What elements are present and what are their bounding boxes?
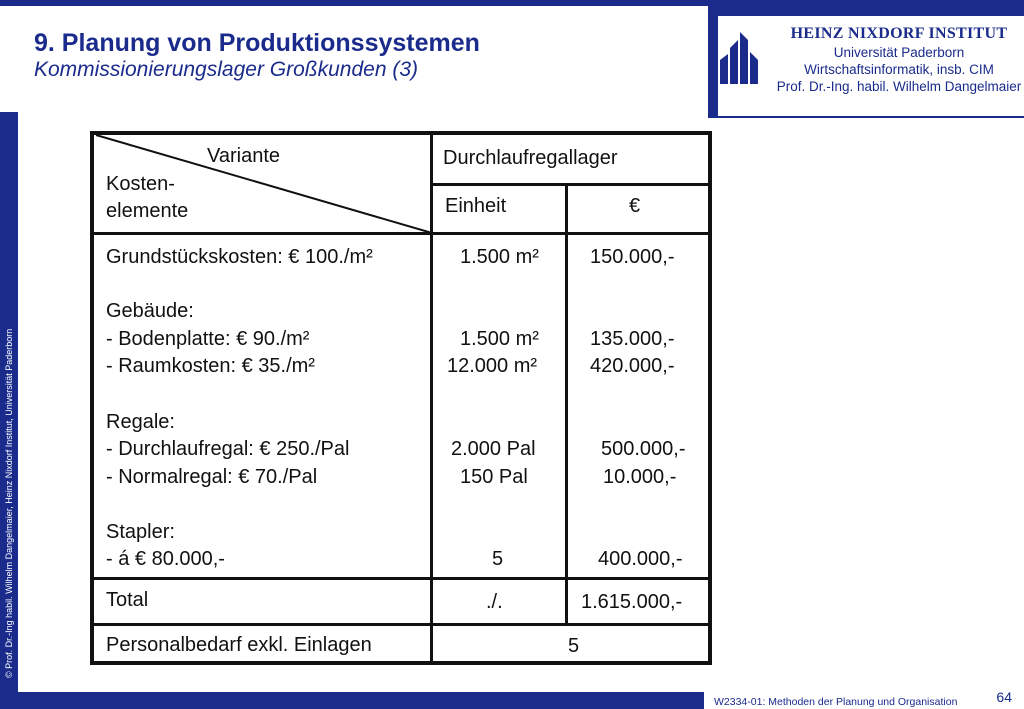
institute-text: [768, 25, 1024, 94]
row-label: Grundstückskosten: € 100./m²: [106, 246, 373, 268]
row-label: - Raumkosten: € 35./m²: [106, 355, 315, 377]
institute-name: HEINZ NIXDORF INSTITUT: [790, 25, 1008, 42]
row-unit: 1.500 m²: [460, 246, 539, 268]
institute-logo-icon: [718, 30, 760, 86]
row-group-heading: Gebäude:: [106, 300, 194, 322]
column-divider: [430, 135, 433, 661]
institute-panel: [718, 16, 1024, 116]
slide-title: 9. Planung von Produktionssystemen: [34, 29, 480, 57]
row-value: 10.000,-: [603, 466, 677, 488]
copyright-text: © Prof. Dr.-Ing habil. Wilhelm Dangelmaier, Heinz Nixdorf Institut, Universität Paderborn: [4, 328, 14, 678]
slide-subtitle: Kommissionierungslager Großkunden (3): [34, 58, 418, 81]
institute-professor: Prof. Dr.-Ing. habil. Wilhelm Dangelmaier: [776, 79, 1022, 94]
row-group-heading: Stapler:: [106, 521, 175, 543]
row-value: 135.000,-: [590, 328, 675, 350]
row-value: 420.000,-: [590, 355, 675, 377]
row-divider: [94, 577, 708, 580]
personal-value: 5: [568, 635, 580, 657]
institute-department: Wirtschaftsinformatik, insb. CIM: [804, 62, 994, 77]
row-label: - Normalregal: € 70./Pal: [106, 466, 318, 488]
row-label: - á € 80.000,-: [106, 548, 225, 570]
row-group-heading: Regale:: [106, 411, 175, 433]
total-value: 1.615.000,-: [581, 591, 683, 613]
row-label: - Bodenplatte: € 90./m²: [106, 328, 310, 350]
row-divider: [94, 623, 708, 626]
header-euro: €: [629, 195, 641, 217]
row-unit: 1.500 m²: [460, 328, 539, 350]
row-value: 500.000,-: [601, 438, 686, 460]
course-label: W2334-01: Methoden der Planung und Organisation: [714, 696, 958, 708]
header-durchlaufregallager: Durchlaufregallager: [443, 147, 618, 169]
institute-header: [708, 0, 1024, 118]
header-kosten-line1: Kosten-: [106, 173, 175, 195]
row-unit: 12.000 m²: [447, 355, 538, 377]
row-unit: 2.000 Pal: [451, 438, 536, 460]
total-label: Total: [106, 589, 149, 611]
institute-university: Universität Paderborn: [833, 45, 965, 60]
column-divider: [565, 184, 568, 626]
left-sidebar: [0, 112, 18, 694]
header-einheit: Einheit: [445, 195, 507, 217]
top-bar: [0, 0, 708, 6]
total-unit: ./.: [486, 591, 503, 613]
header-variante: Variante: [207, 145, 281, 167]
row-label: - Durchlaufregal: € 250./Pal: [106, 438, 350, 460]
footer: [704, 686, 1024, 709]
page-number: 64: [996, 689, 1012, 705]
row-divider: [94, 232, 708, 235]
row-unit: 150 Pal: [460, 466, 528, 488]
header-kosten-line2: elemente: [106, 200, 189, 222]
row-divider: [430, 183, 708, 186]
row-value: 400.000,-: [598, 548, 683, 570]
cost-table: [90, 131, 712, 665]
row-unit: 5: [492, 548, 504, 570]
personal-label: Personalbedarf exkl. Einlagen: [106, 634, 372, 656]
row-value: 150.000,-: [590, 246, 675, 268]
